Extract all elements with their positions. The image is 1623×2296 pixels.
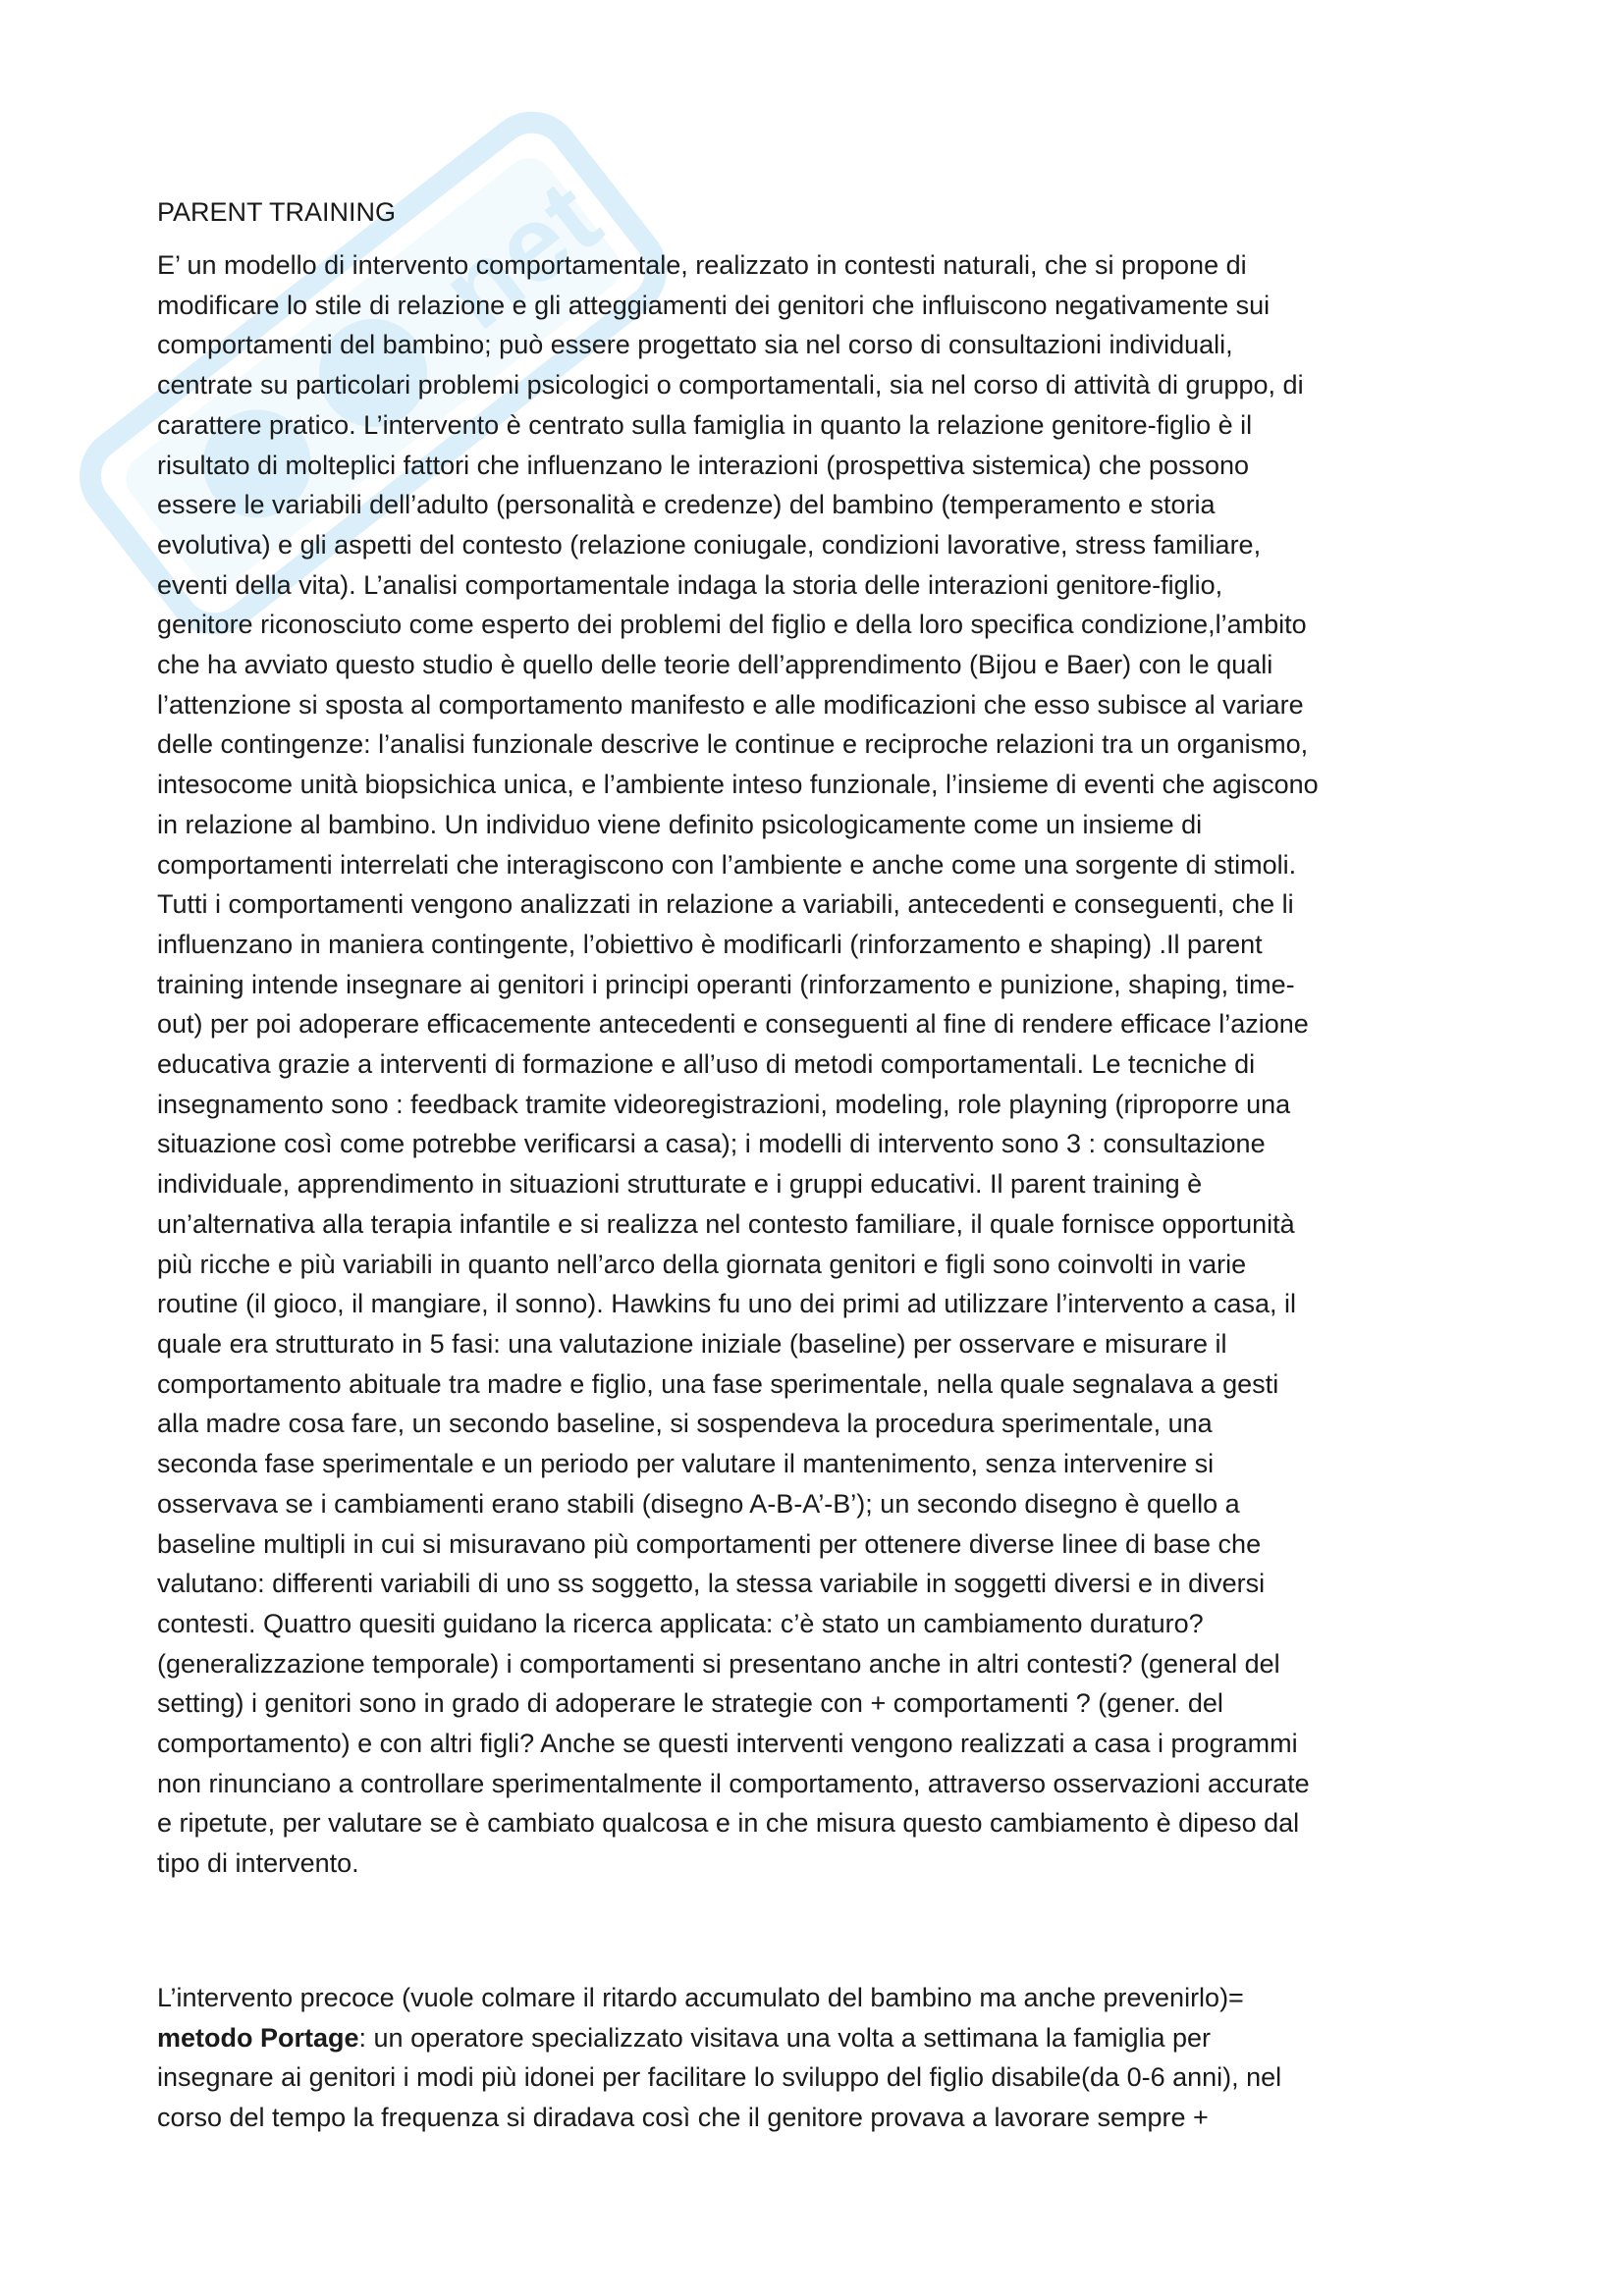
- paragraph-line: individuale, apprendimento in situazioni strutturate e i gruppi educativi. Il parent training è: [157, 1169, 1203, 1200]
- paragraph-line: comportamento) e con altri figli? Anche se questi interventi vengono realizzati a casa i programmi: [157, 1729, 1298, 1759]
- watermark-brand-text: net: [419, 157, 622, 352]
- paragraph-line: out) per poi adoperare efficacemente antecedenti e conseguenti al fine di rendere efficace l’azione: [157, 1009, 1309, 1040]
- paragraph-line: eventi della vita). L’analisi comportamentale indaga la storia delle interazioni genitore-figlio,: [157, 569, 1223, 600]
- paragraph-line: [157, 2018, 1492, 2058]
- document-title: PARENT TRAINING: [157, 197, 397, 227]
- paragraph-line: tipo di intervento.: [157, 1848, 359, 1879]
- paragraph-line: comportamenti interrelati che interagiscono con l’ambiente e anche come una sorgente di stimoli.: [157, 849, 1297, 880]
- paragraph-line: corso del tempo la frequenza si diradava così che il genitore provava a lavorare sempre +: [157, 2103, 1209, 2133]
- paragraph-line: carattere pratico. L’intervento è centrato sulla famiglia in quanto la relazione genitore-figlio è il: [157, 409, 1253, 440]
- paragraph-line: influenzano in maniera contingente, l’obiettivo è modificarli (rinforzamento e shaping) .Il parent: [157, 929, 1263, 959]
- bold-term: metodo Portage: [157, 2022, 359, 2053]
- paragraph-line: che ha avviato questo studio è quello delle teorie dell’apprendimento (Bijou e Baer) con le quali: [157, 650, 1273, 680]
- paragraph-line: centrate su particolari problemi psicologici o comportamentali, sia nel corso di attività di gruppo, di: [157, 370, 1304, 400]
- paragraph-line: risultato di molteplici fattori che influenzano le interazioni (prospettiva sistemica) che possono: [157, 450, 1250, 480]
- paragraph-line: delle contingenze: l’analisi funzionale descrive le continue e reciproche relazioni tra un organismo,: [157, 729, 1309, 760]
- paragraph-intervento-precoce: [157, 1978, 1492, 2138]
- paragraph-line: essere le variabili dell’adulto (personalità e credenze) del bambino (temperamento e storia: [157, 490, 1216, 520]
- paragraph-line: educativa grazie a interventi di formazione e all’uso di metodi comportamentali. Le tecniche di: [157, 1049, 1256, 1080]
- paragraph-line: seconda fase sperimentale e un periodo per valutare il mantenimento, senza intervenire si: [157, 1449, 1215, 1479]
- paragraph-line: Tutti i comportamenti vengono analizzati in relazione a variabili, antecedenti e conseguenti, che li: [157, 889, 1294, 920]
- paragraph-line: non rinunciano a controllare sperimentalmente il comportamento, attraverso osservazioni accurate: [157, 1768, 1310, 1798]
- paragraph-line: l’attenzione si sposta al comportamento manifesto e alle modificazioni che esso subisce al variare: [157, 689, 1304, 720]
- paragraph-line: evolutiva) e gli aspetti del contesto (relazione coniugale, condizioni lavorative, stress familiare,: [157, 529, 1262, 560]
- paragraph-line: setting) i genitori sono in grado di adoperare le strategie con + comportamenti ? (gener. del: [157, 1688, 1223, 1719]
- paragraph-line: insegnare ai genitori i modi più idonei per facilitare lo sviluppo del figlio disabile(da 0-6 anni), nel: [157, 2062, 1282, 2093]
- paragraph-line: comportamento abituale tra madre e figlio, una fase sperimentale, nella quale segnalava a gesti: [157, 1368, 1279, 1399]
- paragraph-line: baseline multipli in cui si misuravano più comportamenti per ottenere diverse linee di base che: [157, 1528, 1262, 1559]
- paragraph-line: in relazione al bambino. Un individuo viene definito psicologicamente come un insieme di: [157, 809, 1203, 839]
- paragraph-line: più ricche e più variabili in quanto nell’arco della giornata genitori e figli sono coinvolti in varie: [157, 1249, 1247, 1279]
- paragraph-line: routine (il gioco, il mangiare, il sonno). Hawkins fu uno dei primi ad utilizzare l’intervento a casa, il: [157, 1289, 1297, 1319]
- paragraph-line: quale era strutturato in 5 fasi: una valutazione iniziale (baseline) per osservare e misurare il: [157, 1328, 1227, 1359]
- paragraph-line: situazione così come potrebbe verificarsi a casa); i modelli di intervento sono 3 : consultazione: [157, 1129, 1266, 1159]
- paragraph-line: training intende insegnare ai genitori i principi operanti (rinforzamento e punizione, shaping, time-: [157, 969, 1295, 999]
- paragraph-line: L’intervento precoce (vuole colmare il ritardo accumulato del bambino ma anche prevenirlo)=: [157, 1983, 1244, 2012]
- paragraph-line: intesocome unità biopsichica unica, e l’ambiente inteso funzionale, l’insieme di eventi che agiscono: [157, 770, 1319, 800]
- paragraph-line: insegnamento sono : feedback tramite videoregistrazioni, modeling, role playning (riproporre una: [157, 1089, 1291, 1119]
- paragraph-line: (generalizzazione temporale) i comportamenti si presentano anche in altri contesti? (general del: [157, 1648, 1280, 1679]
- paragraph-parent-training: [157, 245, 1492, 1884]
- paragraph-line: un’alternativa alla terapia infantile e si realizza nel contesto familiare, il quale fornisce opportunità: [157, 1208, 1295, 1239]
- paragraph-line: contesti. Quattro quesiti guidano la ricerca applicata: c’è stato un cambiamento duraturo?: [157, 1608, 1204, 1638]
- paragraph-line: comportamenti del bambino; può essere progettato sia nel corso di consultazioni individuali,: [157, 330, 1233, 360]
- paragraph-line: alla madre cosa fare, un secondo baseline, si sospendeva la procedura sperimentale, una: [157, 1409, 1213, 1439]
- paragraph-line: E’ un modello di intervento comportamentale, realizzato in contesti naturali, che si propone di: [157, 250, 1247, 280]
- document-body: [157, 192, 1492, 1884]
- paragraph-line: modificare lo stile di relazione e gli atteggiamenti dei genitori che influiscono negativamente sui: [157, 290, 1271, 320]
- paragraph-line: e ripetute, per valutare se è cambiato qualcosa e in che misura questo cambiamento è dipeso dal: [157, 1808, 1300, 1839]
- paragraph-line: osservava se i cambiamenti erano stabili (disegno A-B-A’-B’); un secondo disegno è quello a: [157, 1488, 1240, 1519]
- paragraph-line: valutano: differenti variabili di uno ss soggetto, la stessa variabile in soggetti diversi e in diversi: [157, 1569, 1266, 1599]
- paragraph-line: genitore riconosciuto come esperto dei problemi del figlio e della loro specifica condizione,l’ambito: [157, 610, 1307, 640]
- paragraph-line-rest: : un operatore specializzato visitava una volta a settimana la famiglia per: [358, 2022, 1211, 2053]
